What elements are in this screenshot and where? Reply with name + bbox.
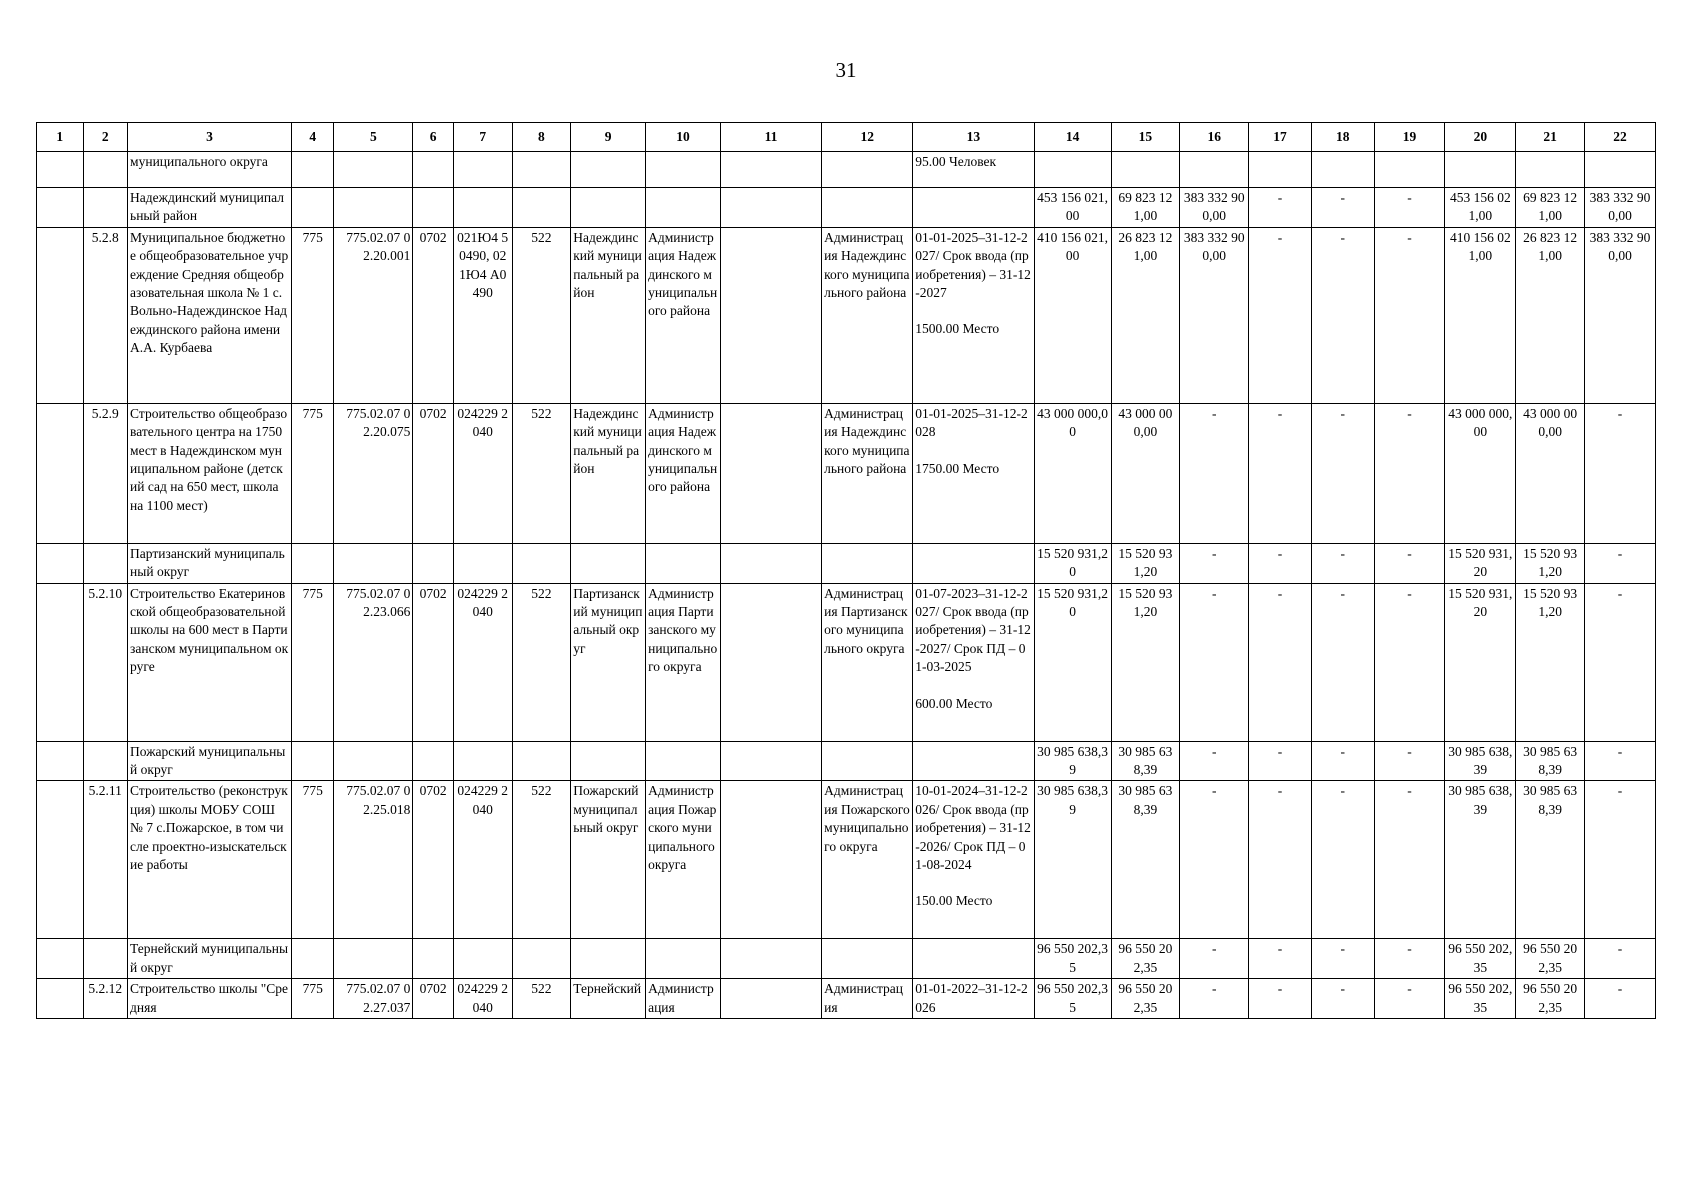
cell-col-14: 96 550 202,35 — [1034, 979, 1111, 1019]
cell-col-7 — [453, 152, 512, 188]
column-header-15: 15 — [1111, 123, 1180, 152]
cell-col-18 — [1311, 152, 1374, 188]
cell-col-22: 383 332 900,00 — [1585, 188, 1656, 228]
cell-col-5: 775.02.07 02.27.037 — [334, 979, 413, 1019]
cell-col-16 — [1180, 152, 1249, 188]
table-row-item — [37, 781, 1656, 939]
cell-col-13 — [913, 979, 1034, 1019]
cell-col-22: - — [1585, 979, 1656, 1019]
cell-col-7 — [453, 939, 512, 979]
cell-col-1 — [37, 188, 84, 228]
cell-col-2 — [83, 188, 128, 228]
cell-col-19: - — [1374, 227, 1445, 403]
cell-col-19: - — [1374, 403, 1445, 543]
cell-col-16: - — [1180, 403, 1249, 543]
cell-col-17: - — [1249, 979, 1312, 1019]
cell-col-2 — [83, 152, 128, 188]
cell-col-20: 30 985 638,39 — [1445, 741, 1516, 781]
cell-col-9: Пожарский муниципальный округ — [571, 781, 646, 939]
cell-col-13-capacity: 150.00 Место — [915, 893, 993, 909]
cell-col-2: 5.2.10 — [83, 583, 128, 741]
cell-col-16: 383 332 900,00 — [1180, 188, 1249, 228]
cell-col-5 — [334, 152, 413, 188]
cell-col-17: - — [1249, 939, 1312, 979]
cell-col-13-period: 01-01-2025–31-12-2028 — [915, 405, 1028, 440]
cell-col-15: 96 550 202,35 — [1111, 939, 1180, 979]
cell-col-6: 0702 — [413, 583, 453, 741]
cell-col-4 — [291, 741, 333, 781]
column-header-16: 16 — [1180, 123, 1249, 152]
cell-col-20 — [1445, 152, 1516, 188]
cell-col-12 — [822, 188, 913, 228]
cell-col-16: - — [1180, 979, 1249, 1019]
cell-col-18: - — [1311, 741, 1374, 781]
column-header-1: 1 — [37, 123, 84, 152]
cell-col-13 — [913, 939, 1034, 979]
cell-col-11 — [720, 979, 821, 1019]
cell-col-10 — [646, 543, 721, 583]
cell-col-16: - — [1180, 741, 1249, 781]
cell-col-13-period: 01-01-2022–31-12-2026 — [915, 981, 1028, 1015]
register-table — [36, 122, 1656, 1019]
cell-col-2 — [83, 741, 128, 781]
cell-col-6: 0702 — [413, 781, 453, 939]
cell-col-6 — [413, 939, 453, 979]
cell-col-17: - — [1249, 583, 1312, 741]
column-header-6: 6 — [413, 123, 453, 152]
column-header-5: 5 — [334, 123, 413, 152]
cell-col-10 — [646, 188, 721, 228]
cell-col-17 — [1249, 152, 1312, 188]
cell-col-12 — [822, 543, 913, 583]
column-header-7: 7 — [453, 123, 512, 152]
cell-col-11 — [720, 188, 821, 228]
cell-col-18: - — [1311, 188, 1374, 228]
cell-col-4 — [291, 543, 333, 583]
cell-col-8: 522 — [512, 227, 571, 403]
cell-col-20: 453 156 021,00 — [1445, 188, 1516, 228]
cell-col-4 — [291, 939, 333, 979]
cell-col-11 — [720, 403, 821, 543]
cell-col-15: 96 550 202,35 — [1111, 979, 1180, 1019]
cell-col-6: 0702 — [413, 979, 453, 1019]
cell-col-22: - — [1585, 583, 1656, 741]
cell-col-2: 5.2.12 — [83, 979, 128, 1019]
cell-col-18: - — [1311, 403, 1374, 543]
cell-col-13-period: 01-07-2023–31-12-2027/ Срок ввода (приобретения) – 31-12-2027/ Срок ПД – 01-03-2025 — [915, 585, 1031, 675]
column-header-17: 17 — [1249, 123, 1312, 152]
cell-col-15: 43 000 000,00 — [1111, 403, 1180, 543]
cell-col-1 — [37, 583, 84, 741]
cell-col-8 — [512, 741, 571, 781]
cell-col-10 — [646, 152, 721, 188]
cell-col-2 — [83, 543, 128, 583]
cell-col-17: - — [1249, 227, 1312, 403]
cell-col-12 — [822, 939, 913, 979]
column-header-11: 11 — [720, 123, 821, 152]
cell-col-5: 775.02.07 02.20.075 — [334, 403, 413, 543]
cell-col-4: 775 — [291, 227, 333, 403]
cell-col-14 — [1034, 152, 1111, 188]
cell-col-11 — [720, 939, 821, 979]
cell-col-3: Партизанский муниципальный округ — [128, 543, 292, 583]
cell-col-12: Администрация Пожарского муниципального округа — [822, 781, 913, 939]
cell-col-15: 15 520 931,20 — [1111, 543, 1180, 583]
cell-col-8: 522 — [512, 583, 571, 741]
cell-col-2: 5.2.8 — [83, 227, 128, 403]
cell-col-15: 15 520 931,20 — [1111, 583, 1180, 741]
cell-col-9: Тернейский — [571, 979, 646, 1019]
cell-col-21: 96 550 202,35 — [1516, 979, 1585, 1019]
cell-col-13-period: 01-01-2025–31-12-2027/ Срок ввода (приобретения) – 31-12-2027 — [915, 229, 1031, 301]
cell-col-13 — [913, 403, 1034, 543]
cell-col-13-capacity: 1750.00 Место — [915, 460, 1000, 476]
cell-col-12 — [822, 152, 913, 188]
cell-col-14: 30 985 638,39 — [1034, 741, 1111, 781]
column-header-13: 13 — [913, 123, 1034, 152]
cell-col-15: 30 985 638,39 — [1111, 781, 1180, 939]
cell-col-12: Администрация — [822, 979, 913, 1019]
cell-col-7 — [453, 188, 512, 228]
cell-col-22 — [1585, 152, 1656, 188]
cell-col-7 — [453, 543, 512, 583]
cell-col-18: - — [1311, 227, 1374, 403]
cell-col-4 — [291, 152, 333, 188]
cell-col-22: - — [1585, 741, 1656, 781]
cell-col-6 — [413, 152, 453, 188]
header-row — [37, 123, 1656, 152]
cell-col-21 — [1516, 152, 1585, 188]
table-row-subtotal — [37, 939, 1656, 979]
cell-col-5 — [334, 939, 413, 979]
cell-col-8 — [512, 939, 571, 979]
cell-col-12: Администрация Надеждинского муниципального района — [822, 227, 913, 403]
cell-col-1 — [37, 741, 84, 781]
cell-col-1 — [37, 403, 84, 543]
cell-col-14: 15 520 931,20 — [1034, 543, 1111, 583]
cell-col-15 — [1111, 152, 1180, 188]
cell-col-8: 522 — [512, 979, 571, 1019]
cell-col-2: 5.2.9 — [83, 403, 128, 543]
cell-col-6 — [413, 188, 453, 228]
cell-col-9: Партизанский муниципальный округ — [571, 583, 646, 741]
cell-col-11 — [720, 543, 821, 583]
cell-col-14: 15 520 931,20 — [1034, 583, 1111, 741]
cell-col-21: 30 985 638,39 — [1516, 741, 1585, 781]
cell-col-19: - — [1374, 543, 1445, 583]
cell-col-16: - — [1180, 781, 1249, 939]
column-header-12: 12 — [822, 123, 913, 152]
cell-col-21: 43 000 000,00 — [1516, 403, 1585, 543]
table-row-subtotal — [37, 543, 1656, 583]
cell-col-1 — [37, 979, 84, 1019]
cell-col-7: 024229 2040 — [453, 403, 512, 543]
cell-col-3: Надеждинский муниципальный район — [128, 188, 292, 228]
cell-col-14: 453 156 021,00 — [1034, 188, 1111, 228]
column-header-8: 8 — [512, 123, 571, 152]
cell-col-7: 024229 2040 — [453, 979, 512, 1019]
cell-col-22: - — [1585, 543, 1656, 583]
cell-col-22: - — [1585, 781, 1656, 939]
cell-col-14: 43 000 000,00 — [1034, 403, 1111, 543]
cell-col-17: - — [1249, 781, 1312, 939]
cell-col-19: - — [1374, 781, 1445, 939]
cell-col-13 — [913, 543, 1034, 583]
cell-col-9 — [571, 939, 646, 979]
cell-col-21: 69 823 121,00 — [1516, 188, 1585, 228]
cell-col-6 — [413, 543, 453, 583]
cell-col-7: 021Ю4 50490, 021Ю4 А0490 — [453, 227, 512, 403]
cell-col-18: - — [1311, 979, 1374, 1019]
cell-col-3: Пожарский муниципальный округ — [128, 741, 292, 781]
cell-col-3: Строительство общеобразовательного центра на 1750 мест в Надеждинском муниципальном районе (детский сад на 650 мест, школа на 1100 мест) — [128, 403, 292, 543]
cell-col-12 — [822, 741, 913, 781]
cell-col-8: 522 — [512, 781, 571, 939]
cell-col-19: - — [1374, 939, 1445, 979]
cell-col-19 — [1374, 152, 1445, 188]
cell-col-16: 383 332 900,00 — [1180, 227, 1249, 403]
cell-col-3: Строительство школы "Средняя — [128, 979, 292, 1019]
cell-col-7: 024229 2040 — [453, 781, 512, 939]
table-row-item — [37, 227, 1656, 403]
cell-col-9 — [571, 741, 646, 781]
table-row-subtotal — [37, 741, 1656, 781]
column-header-14: 14 — [1034, 123, 1111, 152]
cell-col-3: муниципального округа — [128, 152, 292, 188]
cell-col-9: Надеждинский муниципальный район — [571, 227, 646, 403]
column-header-9: 9 — [571, 123, 646, 152]
cell-col-12: Администрация Надеждинского муниципального района — [822, 403, 913, 543]
cell-col-18: - — [1311, 543, 1374, 583]
cell-col-8: 522 — [512, 403, 571, 543]
cell-col-21: 15 520 931,20 — [1516, 583, 1585, 741]
cell-col-20: 15 520 931,20 — [1445, 583, 1516, 741]
column-header-20: 20 — [1445, 123, 1516, 152]
cell-col-1 — [37, 227, 84, 403]
cell-col-5: 775.02.07 02.20.001 — [334, 227, 413, 403]
cell-col-20: 96 550 202,35 — [1445, 979, 1516, 1019]
table-row-item — [37, 583, 1656, 741]
cell-col-19: - — [1374, 188, 1445, 228]
cell-col-1 — [37, 781, 84, 939]
cell-col-5 — [334, 543, 413, 583]
cell-col-10: Администрация Надеждинского муниципального района — [646, 227, 721, 403]
cell-col-11 — [720, 781, 821, 939]
cell-col-11 — [720, 227, 821, 403]
cell-col-1 — [37, 543, 84, 583]
cell-col-8 — [512, 543, 571, 583]
cell-col-6 — [413, 741, 453, 781]
cell-col-21: 96 550 202,35 — [1516, 939, 1585, 979]
cell-col-3: Тернейский муниципальный округ — [128, 939, 292, 979]
table-row-continued — [37, 152, 1656, 188]
cell-col-10: Администрация Надеждинского муниципального района — [646, 403, 721, 543]
cell-col-15: 26 823 121,00 — [1111, 227, 1180, 403]
cell-col-21: 30 985 638,39 — [1516, 781, 1585, 939]
cell-col-9 — [571, 188, 646, 228]
cell-col-5: 775.02.07 02.23.066 — [334, 583, 413, 741]
cell-col-13 — [913, 188, 1034, 228]
cell-col-13 — [913, 741, 1034, 781]
cell-col-8 — [512, 152, 571, 188]
cell-col-15: 69 823 121,00 — [1111, 188, 1180, 228]
cell-col-20: 15 520 931,20 — [1445, 543, 1516, 583]
cell-col-10 — [646, 939, 721, 979]
cell-col-10: Администрация — [646, 979, 721, 1019]
table-row-item — [37, 979, 1656, 1019]
cell-col-13-period: 10-01-2024–31-12-2026/ Срок ввода (приобретения) – 31-12-2026/ Срок ПД – 01-08-2024 — [915, 783, 1031, 873]
cell-col-1 — [37, 939, 84, 979]
cell-col-14: 410 156 021,00 — [1034, 227, 1111, 403]
cell-col-2: 5.2.11 — [83, 781, 128, 939]
cell-col-8 — [512, 188, 571, 228]
cell-col-7: 024229 2040 — [453, 583, 512, 741]
cell-col-17: - — [1249, 403, 1312, 543]
cell-col-9 — [571, 152, 646, 188]
cell-col-10: Администрация Партизанского муниципального округа — [646, 583, 721, 741]
cell-col-10: Администрация Пожарского муниципального округа — [646, 781, 721, 939]
cell-col-13-capacity: 1500.00 Место — [915, 321, 1000, 337]
cell-col-4 — [291, 188, 333, 228]
cell-col-4: 775 — [291, 979, 333, 1019]
cell-col-1 — [37, 152, 84, 188]
cell-col-5 — [334, 741, 413, 781]
cell-col-4: 775 — [291, 403, 333, 543]
cell-col-13 — [913, 781, 1034, 939]
cell-col-9 — [571, 543, 646, 583]
cell-col-11 — [720, 152, 821, 188]
cell-col-17: - — [1249, 543, 1312, 583]
cell-col-22: - — [1585, 403, 1656, 543]
cell-col-4: 775 — [291, 583, 333, 741]
cell-col-11 — [720, 741, 821, 781]
cell-col-19: - — [1374, 741, 1445, 781]
column-header-18: 18 — [1311, 123, 1374, 152]
cell-col-20: 30 985 638,39 — [1445, 781, 1516, 939]
cell-col-3: Строительство Екатериновской общеобразовательной школы на 600 мест в Партизанском муниципальном округе — [128, 583, 292, 741]
cell-col-13-capacity: 600.00 Место — [915, 695, 993, 711]
cell-col-5 — [334, 188, 413, 228]
cell-col-13: 95.00 Человек — [913, 152, 1034, 188]
table-row-subtotal — [37, 188, 1656, 228]
cell-col-9: Надеждинский муниципальный район — [571, 403, 646, 543]
cell-col-6: 0702 — [413, 403, 453, 543]
cell-col-11 — [720, 583, 821, 741]
cell-col-21: 26 823 121,00 — [1516, 227, 1585, 403]
cell-col-12: Администрация Партизанского муниципального округа — [822, 583, 913, 741]
column-header-21: 21 — [1516, 123, 1585, 152]
cell-col-20: 96 550 202,35 — [1445, 939, 1516, 979]
column-header-4: 4 — [291, 123, 333, 152]
cell-col-4: 775 — [291, 781, 333, 939]
cell-col-3: Строительство (реконструкция) школы МОБУ СОШ № 7 с.Пожарское, в том числе проектно-изыскательские работы — [128, 781, 292, 939]
cell-col-15: 30 985 638,39 — [1111, 741, 1180, 781]
cell-col-7 — [453, 741, 512, 781]
cell-col-18: - — [1311, 583, 1374, 741]
cell-col-16: - — [1180, 543, 1249, 583]
cell-col-22: 383 332 900,00 — [1585, 227, 1656, 403]
cell-col-16: - — [1180, 583, 1249, 741]
cell-col-21: 15 520 931,20 — [1516, 543, 1585, 583]
cell-col-2 — [83, 939, 128, 979]
cell-col-14: 96 550 202,35 — [1034, 939, 1111, 979]
cell-col-3: Муниципальное бюджетное общеобразовательное учреждение Средняя общеобразовательная школа № 1 с. Вольно-Надеждинское Надеждинского района имени А.А. Курбаева — [128, 227, 292, 403]
cell-col-17: - — [1249, 188, 1312, 228]
page-number: 31 — [835, 58, 857, 82]
cell-col-10 — [646, 741, 721, 781]
cell-col-18: - — [1311, 939, 1374, 979]
cell-col-20: 43 000 000,00 — [1445, 403, 1516, 543]
cell-col-13 — [913, 227, 1034, 403]
column-header-22: 22 — [1585, 123, 1656, 152]
cell-col-22: - — [1585, 939, 1656, 979]
column-header-3: 3 — [128, 123, 292, 152]
column-header-19: 19 — [1374, 123, 1445, 152]
cell-col-19: - — [1374, 979, 1445, 1019]
cell-col-20: 410 156 021,00 — [1445, 227, 1516, 403]
column-header-2: 2 — [83, 123, 128, 152]
cell-col-5: 775.02.07 02.25.018 — [334, 781, 413, 939]
cell-col-18: - — [1311, 781, 1374, 939]
column-header-10: 10 — [646, 123, 721, 152]
cell-col-19: - — [1374, 583, 1445, 741]
table-row-item — [37, 403, 1656, 543]
cell-col-17: - — [1249, 741, 1312, 781]
cell-col-16: - — [1180, 939, 1249, 979]
cell-col-13 — [913, 583, 1034, 741]
cell-col-6: 0702 — [413, 227, 453, 403]
table-body — [37, 152, 1656, 1019]
cell-col-14: 30 985 638,39 — [1034, 781, 1111, 939]
